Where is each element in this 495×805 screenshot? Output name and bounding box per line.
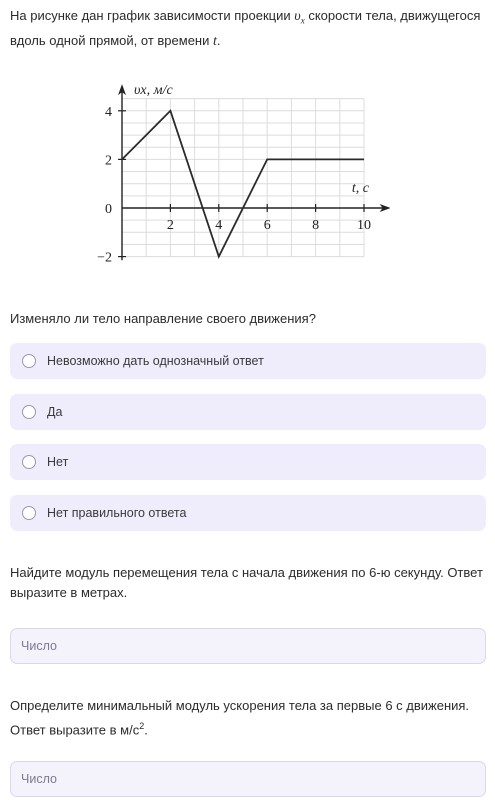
time-symbol: t (213, 33, 217, 49)
option-none-correct[interactable] (10, 495, 486, 531)
option-label: Да (47, 405, 63, 419)
radio-icon[interactable] (22, 405, 36, 419)
radio-icon[interactable] (22, 506, 36, 520)
option-ambiguous[interactable] (10, 343, 486, 379)
x-tick-label: 4 (215, 218, 223, 233)
option-label: Нет правильного ответа (47, 506, 187, 520)
y-axis-label: υx, м/с (134, 82, 173, 98)
velocity-symbol: υ (294, 9, 301, 24)
x-tick-label: 8 (312, 218, 320, 233)
displacement-answer-input[interactable] (10, 628, 486, 664)
question-graph-intro: На рисунке дан график зависимости проекции $\upsilon_x$ скорости тела, движущегося вдоль одной прямой, от времени t. (10, 8, 481, 49)
acceleration-answer-input[interactable] (10, 761, 486, 797)
y-tick-label: −2 (97, 250, 112, 266)
x-tick-label: 2 (166, 218, 174, 233)
x-tick-label: 6 (263, 218, 271, 233)
question-displacement: Найдите модуль перемещения тела с начала движения по 6-ю секунду. Ответ выразите в метрах. (10, 565, 483, 600)
x-axis-label: t, c (351, 181, 370, 196)
y-tick-label: 4 (105, 104, 112, 120)
option-yes[interactable] (10, 394, 486, 430)
question-direction: Изменяло ли тело направление своего движения? (10, 311, 316, 326)
y-tick-label: 0 (105, 202, 112, 217)
velocity-subscript: x (300, 15, 305, 26)
radio-icon[interactable] (22, 354, 36, 368)
option-label: Нет (47, 455, 69, 469)
option-label: Невозможно дать однозначный ответ (47, 354, 264, 368)
y-tick-label: 2 (105, 153, 112, 169)
x-tick-label: 10 (357, 218, 371, 233)
unit-superscript: 2 (139, 721, 145, 731)
question-acceleration: Определите минимальный модуль ускорения тела за первые 6 с движения. Ответ выразите в $м/с^2$. (10, 698, 470, 738)
graph-ticks (97, 105, 371, 266)
velocity-time-graph (90, 72, 390, 272)
option-no[interactable] (10, 444, 486, 480)
radio-icon[interactable] (22, 455, 36, 469)
